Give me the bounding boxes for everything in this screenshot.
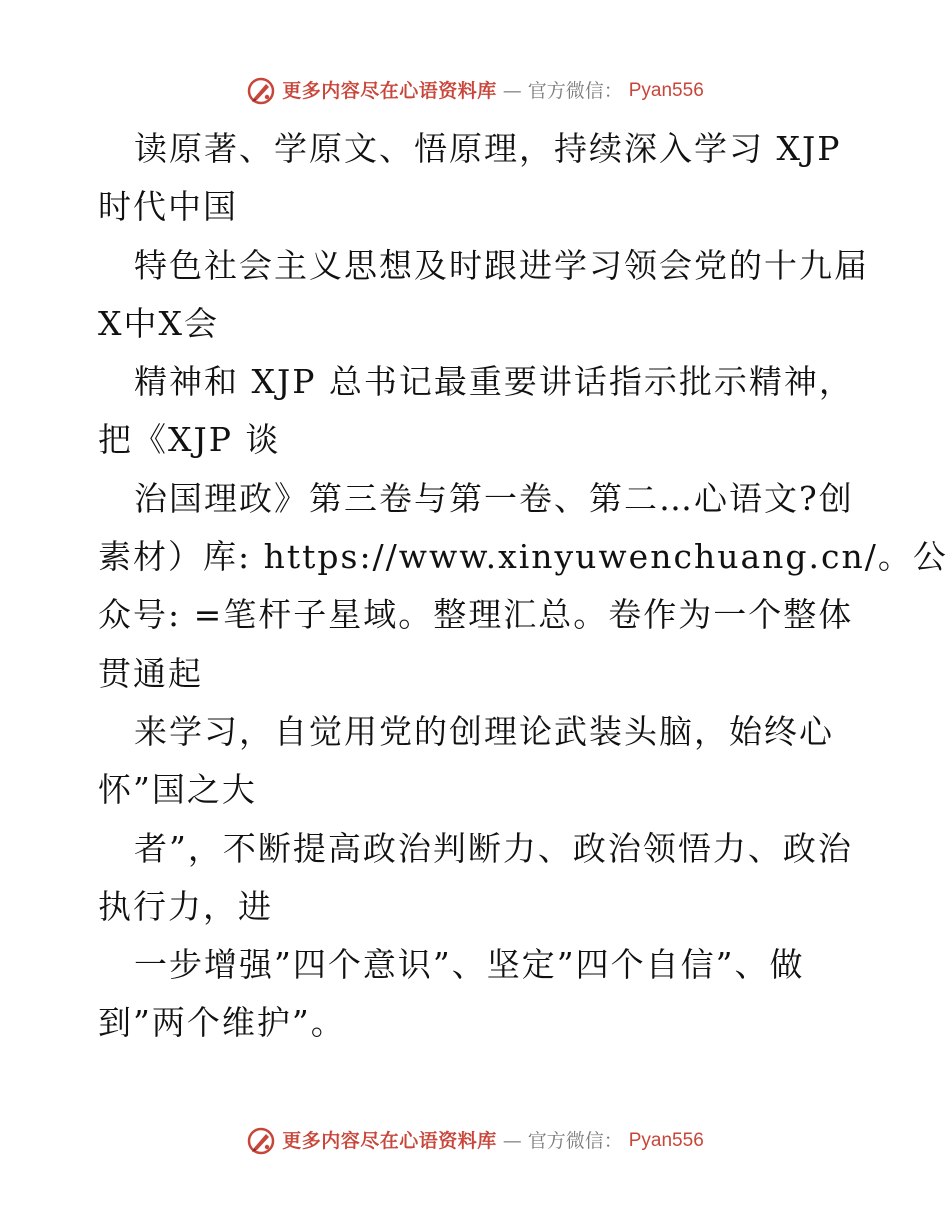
watermark-wechat-id: Pyan556: [628, 1130, 704, 1151]
text-line: 到”两个维护”。: [98, 1003, 346, 1043]
watermark-text: 更多内容尽在心语资料库: [282, 80, 497, 102]
text-line: 来学习，自觉用党的创理论武装头脑，始终心: [134, 711, 834, 751]
watermark-official-label: 官方微信：: [527, 80, 623, 102]
quill-pen-logo-icon: [246, 76, 276, 106]
watermark-wechat-id: Pyan556: [628, 80, 704, 101]
text-line: X中X会: [98, 303, 219, 343]
text-line: 特色社会主义思想及时跟进学习领会党的十九届: [134, 245, 869, 285]
text-line: 执行力，进: [98, 886, 273, 926]
quill-pen-logo-icon: [246, 1126, 276, 1156]
text-line: 读原著、学原文、悟原理，持续深入学习 XJP: [134, 129, 842, 168]
text-line: 精神和 XJP 总书记最重要讲话指示批示精神，: [134, 362, 854, 402]
document-body: [98, 120, 948, 1053]
watermark-text: 更多内容尽在心语资料库: [282, 1130, 497, 1152]
watermark-official-label: 官方微信：: [527, 1130, 623, 1152]
text-line: 治国理政》第三卷与第一卷、第二…心语文?创: [134, 478, 854, 518]
text-line: 者”，不断提高政治判断力、政治领悟力、政治: [134, 828, 853, 868]
text-line: 素材）库: https://www.xinyuwenchuang.cn/。公: [98, 537, 948, 577]
text-line: 一步增强”四个意识”、坚定”四个自信”、做: [134, 945, 805, 985]
watermark-dash: —: [502, 1130, 522, 1152]
header-watermark: [0, 76, 950, 106]
footer-watermark: [0, 1126, 950, 1156]
text-line: 时代中国: [98, 187, 238, 227]
text-line: 贯通起: [98, 653, 203, 693]
watermark-dash: —: [502, 80, 522, 102]
text-line: 怀”国之大: [98, 770, 257, 810]
text-line: 众号: =笔杆子星域。整理汇总。卷作为一个整体: [98, 595, 854, 635]
text-line: 把《XJP 谈: [98, 420, 281, 460]
